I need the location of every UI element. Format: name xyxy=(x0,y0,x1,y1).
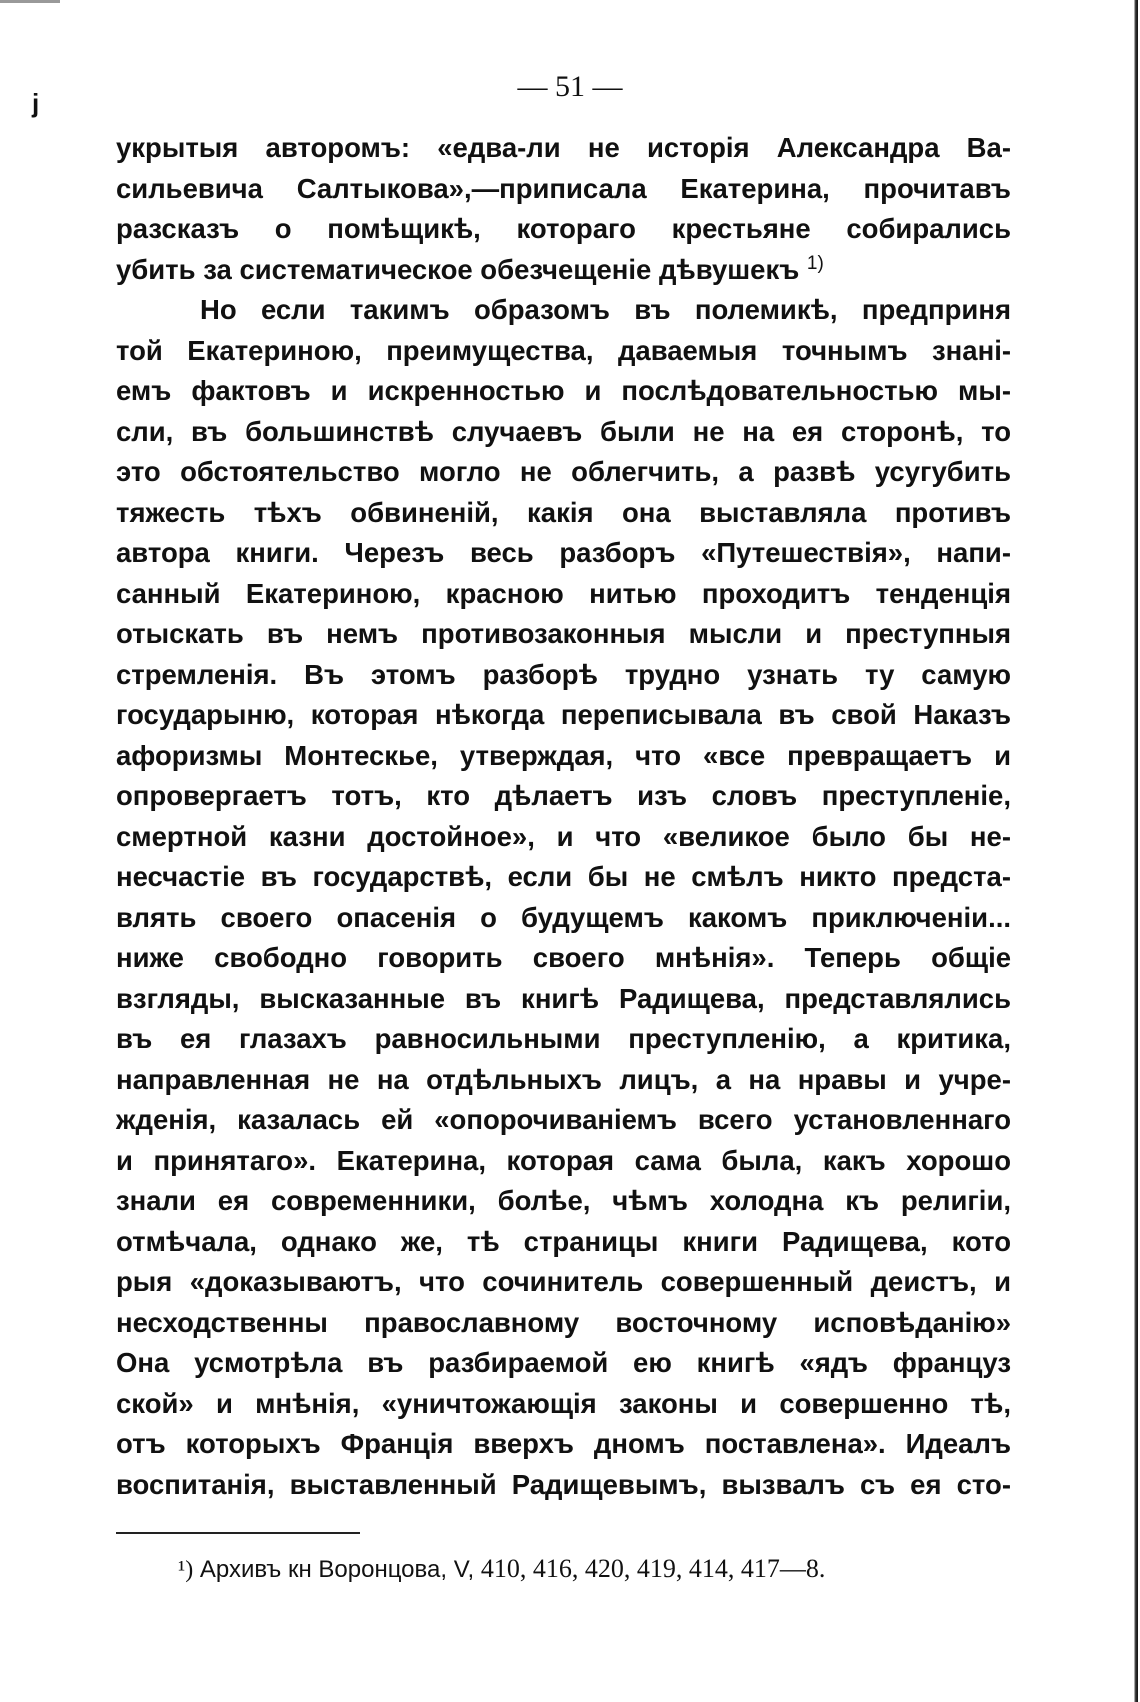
text-line xyxy=(116,290,1011,331)
text-line-content: афоризмы Монтескье, утверждая, что «все превращаетъ и xyxy=(116,739,1011,771)
page-number: — 51 — xyxy=(517,70,623,103)
text-line-content: жденія, казалась ей «опорочиваніемъ всего установленнаго xyxy=(116,1104,1011,1135)
text-line-content: знали ея современники, болѣе, чѣмъ холодна къ религіи, xyxy=(116,1185,1011,1216)
scan-edge-top xyxy=(0,0,60,3)
text-line-content: несходственны православному восточному исповѣданію» xyxy=(116,1306,1011,1338)
text-line xyxy=(116,128,1011,169)
text-line xyxy=(116,695,1011,736)
text-line-content: автора книги. Черезъ весь разборъ «Путешествія», напи- xyxy=(116,537,1011,568)
text-line-content: въ ея глазахъ равносильными преступленію, а критика, xyxy=(116,1023,1011,1054)
text-line-content: это обстоятельство могло не облегчить, а развѣ усугубить xyxy=(116,456,1011,487)
footnote xyxy=(178,1554,825,1584)
text-line xyxy=(116,1424,1011,1465)
text-line-content: и принятаго». Екатерина, которая сама была, какъ хорошо xyxy=(116,1144,1011,1176)
text-line-content: стремленія. Въ этомъ разборѣ трудно узнать ту самую xyxy=(116,658,1011,690)
text-line-content: ской» и мнѣнія, «уничтожающія законы и совершенно тѣ, xyxy=(116,1387,1011,1419)
footnote-marker: ¹) xyxy=(178,1557,194,1583)
text-line-content: разсказъ о помѣщикѣ, котораго крестьяне собирались xyxy=(116,213,1011,244)
text-line xyxy=(116,1060,1011,1101)
text-line xyxy=(116,614,1011,655)
text-line-content: рыя «доказываютъ, что сочинитель совершенный деистъ, и xyxy=(116,1266,1011,1297)
text-line-content: емъ фактовъ и искренностью и послѣдовательностью мы- xyxy=(116,375,1011,406)
text-line-content: той Екатериною, преимущества, даваемыя точнымъ знані- xyxy=(116,334,1011,366)
text-line xyxy=(116,1262,1011,1303)
text-line xyxy=(116,493,1011,534)
footnote-rule xyxy=(116,1532,360,1534)
text-line-content: Она усмотрѣла въ разбираемой ею книгѣ «ядъ француз xyxy=(116,1347,1011,1378)
text-line xyxy=(116,331,1011,372)
text-line xyxy=(116,574,1011,615)
text-line-content: направленная не на отдѣльныхъ лицъ, а на нравы и учре- xyxy=(116,1063,1011,1095)
text-line-content: отмѣчала, однако же, тѣ страницы книги Радищева, кото xyxy=(116,1225,1011,1257)
text-line xyxy=(116,1343,1011,1384)
footnote-pages: 410, 416, 420, 419, 414, 417—8. xyxy=(480,1554,826,1583)
text-line-content: убить за систематическое обезчещеніе дѣвушекъ xyxy=(116,253,800,285)
text-line xyxy=(116,938,1011,979)
text-line-content: смертной казни достойное», и что «великое было бы не- xyxy=(116,820,1011,852)
text-line-content: санный Екатериною, красною нитью проходитъ тенденція xyxy=(116,577,1011,609)
text-line xyxy=(116,169,1011,210)
text-line-content: сильевича Салтыкова»,—приписала Екатерина, прочитавъ xyxy=(116,172,1011,204)
text-line xyxy=(116,776,1011,817)
text-line-content: опровергаетъ тотъ, кто дѣлаетъ изъ словъ преступленіе, xyxy=(116,780,1011,811)
text-line-content: несчастіе въ государствѣ, если бы не смѣлъ никто предста- xyxy=(116,861,1011,892)
scan-edge-right xyxy=(1134,0,1138,1702)
text-line xyxy=(116,533,1011,574)
text-line-content: сли, въ большинствѣ случаевъ были не на ея сторонѣ, то xyxy=(116,415,1011,447)
text-line xyxy=(116,1181,1011,1222)
text-line xyxy=(116,1303,1011,1344)
footnote-source: Архивъ кн Воронцова, xyxy=(199,1556,448,1583)
text-line xyxy=(116,898,1011,939)
margin-mark: j xyxy=(32,88,40,118)
text-line xyxy=(116,817,1011,858)
text-line xyxy=(116,1465,1011,1506)
text-line xyxy=(116,209,1011,250)
text-line xyxy=(116,412,1011,453)
text-line xyxy=(116,1384,1011,1425)
text-line-content: отъ которыхъ Франція вверхъ дномъ поставлена». Идеалъ xyxy=(116,1428,1011,1459)
text-line xyxy=(116,736,1011,777)
text-line xyxy=(116,1222,1011,1263)
text-line xyxy=(116,371,1011,412)
text-line xyxy=(116,1100,1011,1141)
text-line-content: тяжесть тѣхъ обвиненій, какія она выставляла противъ xyxy=(116,496,1011,528)
text-line xyxy=(116,250,1011,291)
text-line-content: государыню, которая нѣкогда переписывала въ свой Наказъ xyxy=(116,699,1011,730)
text-line xyxy=(116,452,1011,493)
text-line-content: отыскать въ немъ противозаконныя мысли и преступныя xyxy=(116,618,1011,649)
text-line-content: взгляды, высказанные въ книгѣ Радищева, представлялись xyxy=(116,982,1011,1014)
text-line xyxy=(116,1019,1011,1060)
text-line-content: влять своего опасенія о будущемъ какомъ приключеніи... xyxy=(116,901,1011,933)
text-line xyxy=(116,979,1011,1020)
text-line xyxy=(116,655,1011,696)
text-line-content: воспитанія, выставленный Радищевымъ, вызвалъ съ ея сто- xyxy=(116,1468,1011,1500)
text-line-content: Но если такимъ образомъ въ полемикѣ, предприня xyxy=(200,294,1011,325)
body-text xyxy=(116,128,1011,1505)
text-line xyxy=(116,857,1011,898)
footnote-reference: 1) xyxy=(806,252,824,274)
footnote-volume: V, xyxy=(453,1556,475,1583)
text-line-content: укрытыя авторомъ: «едва-ли не исторія Александра Ва- xyxy=(116,132,1011,163)
text-line xyxy=(116,1141,1011,1182)
text-line-content: ниже свободно говорить своего мнѣнія». Теперь общіе xyxy=(116,942,1011,973)
